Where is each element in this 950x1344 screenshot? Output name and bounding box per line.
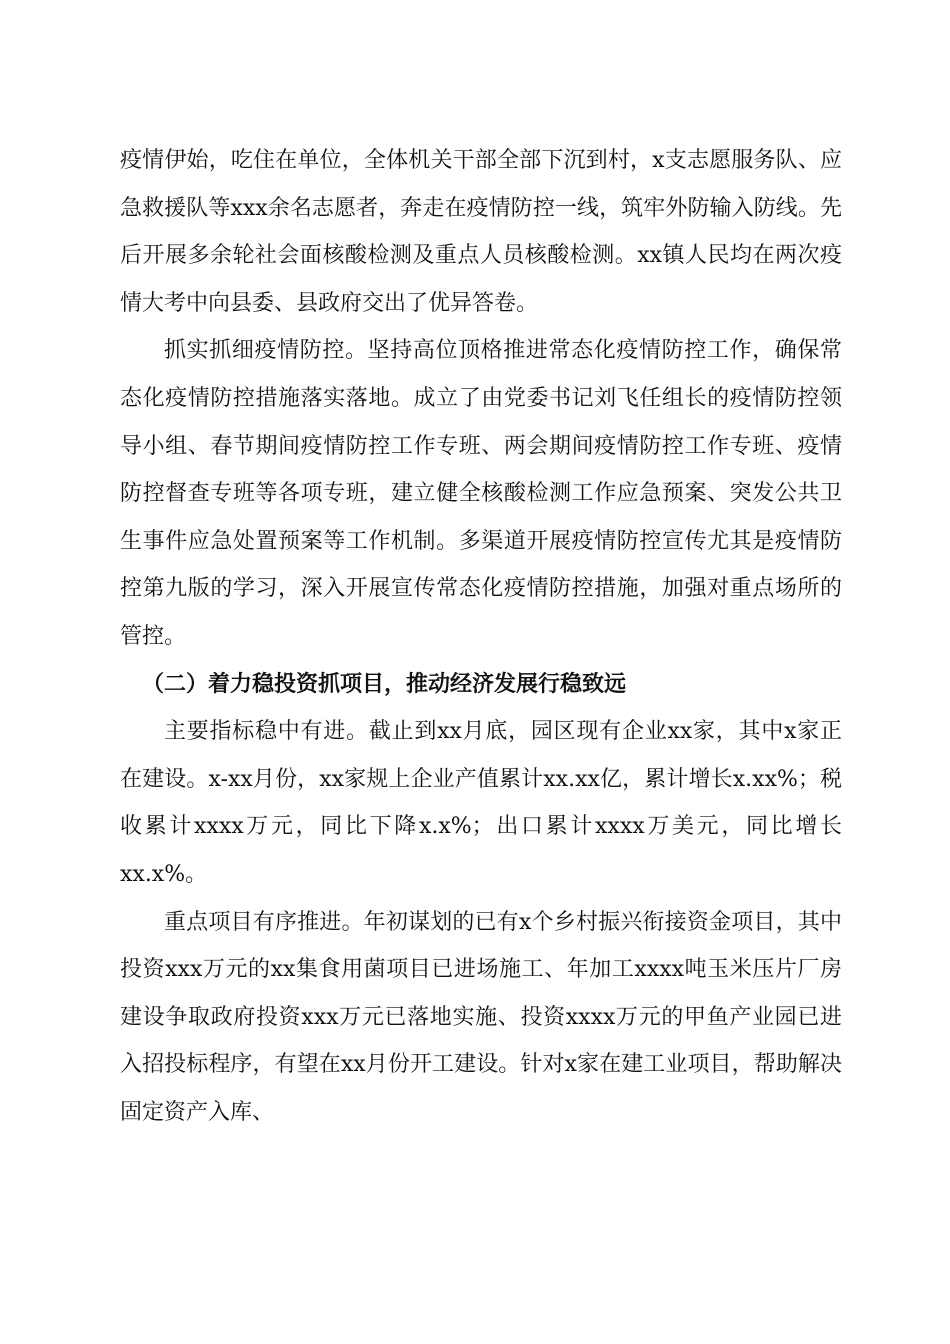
paragraph-main-indicators: 主要指标稳中有进。截止到xx月底，园区现有企业xx家，其中x家正在建设。x-xx月份，xx家规上企业产值累计xx.xx亿，累计增长x.xx%；税收累计xxxx万元，同比下降x.x%；出口累计xxxx万美元，同比增长xx.x%。: [120, 719, 842, 887]
section-heading-investment: （二）着力稳投资抓项目，推动经济发展行稳致远: [142, 670, 627, 697]
document-page: [120, 137, 842, 1136]
paragraph-key-projects: 重点项目有序推进。年初谋划的已有x个乡村振兴衔接资金项目，其中投资xxx万元的xx集食用菌项目已进场施工、年加工xxxx吨玉米压片厂房建设争取政府投资xxx万元已落地实施、投资xxxx万元的甲鱼产业园已进入招投标程序，有望在xx月份开工建设。针对x家在建工业项目，帮助解决固定资产入库、: [120, 909, 842, 1125]
paragraph-epidemic-start: 疫情伊始，吃住在单位，全体机关干部全部下沉到村，x支志愿服务队、应急救援队等xxx余名志愿者，奔走在疫情防控一线，筑牢外防输入防线。先后开展多余轮社会面核酸检测及重点人员核酸检测。xx镇人民均在两次疫情大考中向县委、县政府交出了优异答卷。: [120, 148, 842, 316]
paragraph-epidemic-control: 抓实抓细疫情防控。坚持高位顶格推进常态化疫情防控工作，确保常态化疫情防控措施落实落地。成立了由党委书记刘飞任组长的疫情防控领导小组、春节期间疫情防控工作专班、两会期间疫情防控工作专班、疫情防控督查专班等各项专班，建立健全核酸检测工作应急预案、突发公共卫生事件应急处置预案等工作机制。多渠道开展疫情防控宣传尤其是疫情防控第九版的学习，深入开展宣传常态化疫情防控措施，加强对重点场所的管控。: [120, 338, 842, 649]
